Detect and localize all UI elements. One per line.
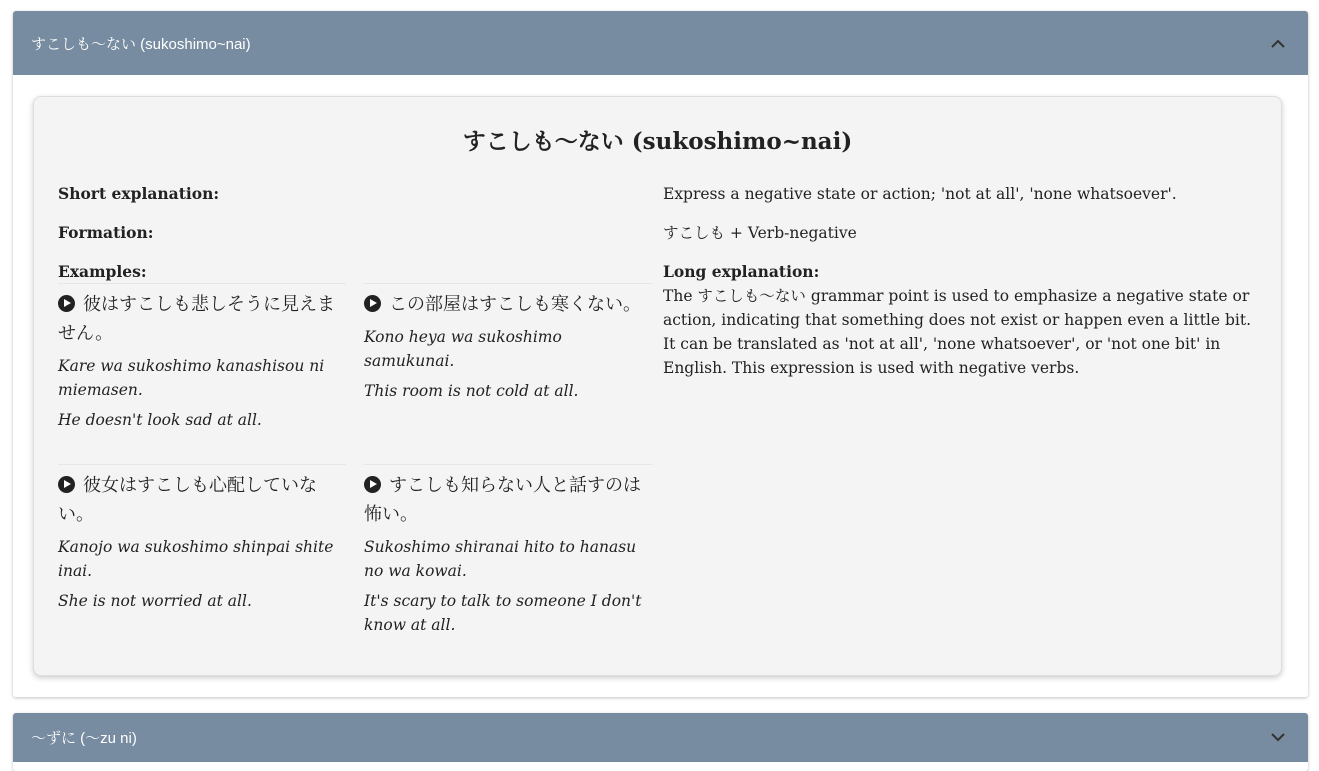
example-romaji: Kare wa sukoshimo kanashisou ni miemasen. bbox=[58, 357, 325, 399]
example-japanese: 彼はすこしも悲しそうに見えません。 bbox=[58, 294, 335, 344]
examples-label: Examples: bbox=[58, 262, 147, 281]
accordion-panel-zuni bbox=[13, 713, 1308, 771]
example-japanese: 彼女はすこしも心配していない。 bbox=[58, 475, 317, 525]
formation-text: すこしも + Verb-negative bbox=[663, 224, 857, 242]
example-romaji: Sukoshimo shiranai hito to hanasu no wa kowai. bbox=[364, 538, 637, 580]
accordion-panel-sukoshimo bbox=[13, 11, 1308, 697]
grammar-card bbox=[33, 96, 1282, 676]
short-explanation-label: Short explanation: bbox=[58, 184, 220, 203]
example-romaji: Kono heya wa sukoshimo samukunai. bbox=[364, 328, 562, 370]
example-english: This room is not cold at all. bbox=[364, 382, 579, 400]
example-item bbox=[364, 464, 652, 637]
card-title: すこしも〜ない (sukoshimo~nai) bbox=[462, 128, 853, 155]
example-romaji: Kanojo wa sukoshimo shinpai shite inai. bbox=[58, 538, 334, 580]
long-explanation-text: The すこしも〜ない grammar point is used to emphasize a negative state or action, indicating that something does not exist or happen even a little bit. It can be translated as 'not at all', 'none whatsoever', or 'not one bit' in English. This expression is used with negative verbs. bbox=[663, 287, 1252, 377]
example-japanese: この部屋はすこしも寒くない。 bbox=[389, 294, 641, 315]
play-audio-icon[interactable] bbox=[364, 476, 381, 493]
panel-title: すこしも〜ない (sukoshimo~nai) bbox=[31, 35, 251, 53]
example-japanese: すこしも知らない人と話すのは怖い。 bbox=[364, 475, 641, 525]
accordion-header-zuni[interactable] bbox=[13, 713, 1308, 762]
short-explanation-text: Express a negative state or action; 'not at all', 'none whatsoever'. bbox=[663, 185, 1177, 203]
chevron-down-icon[interactable] bbox=[1268, 728, 1288, 748]
play-audio-icon[interactable] bbox=[58, 476, 75, 493]
long-explanation-label: Long explanation: bbox=[663, 262, 820, 281]
example-item bbox=[58, 283, 346, 432]
formation-label: Formation: bbox=[58, 223, 154, 242]
example-item bbox=[58, 464, 346, 613]
play-audio-icon[interactable] bbox=[364, 295, 381, 312]
chevron-up-icon[interactable] bbox=[1268, 33, 1288, 53]
example-english: He doesn't look sad at all. bbox=[58, 411, 262, 429]
example-english: It's scary to talk to someone I don't know at all. bbox=[364, 592, 642, 634]
play-audio-icon[interactable] bbox=[58, 295, 75, 312]
panel-title: 〜ずに (〜zu ni) bbox=[31, 730, 137, 747]
accordion-header-sukoshimo[interactable] bbox=[13, 11, 1308, 75]
example-item bbox=[364, 283, 652, 403]
example-english: She is not worried at all. bbox=[58, 592, 252, 610]
